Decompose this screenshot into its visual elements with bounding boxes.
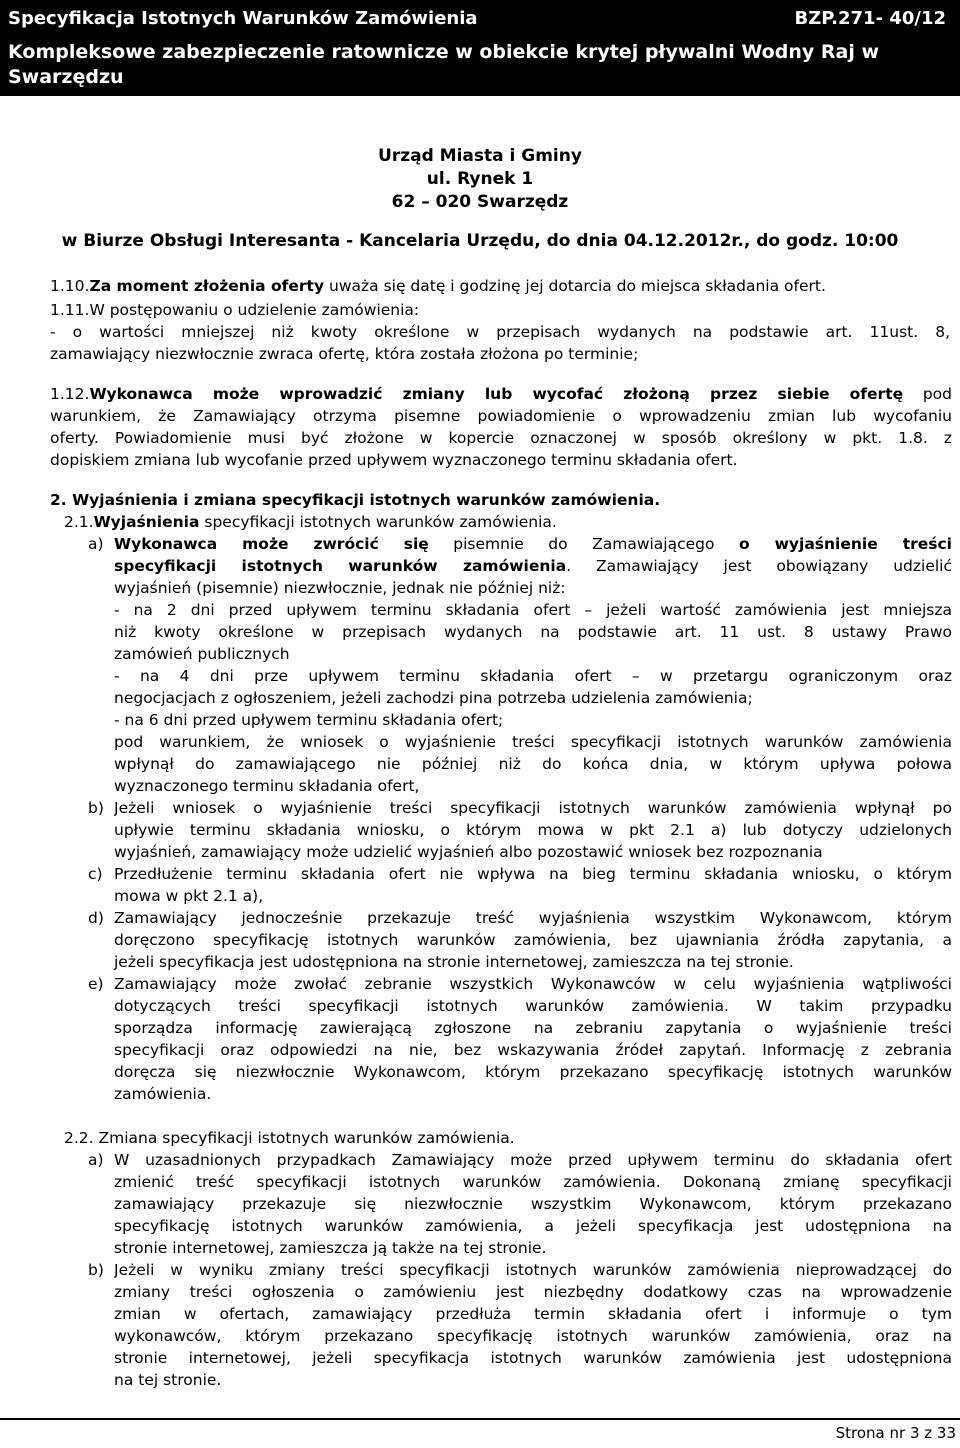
- section-text: specyfikacji istotnych warunków zamówienia.: [199, 513, 557, 531]
- item-c-line-2: mowa w pkt 2.1 a),: [114, 887, 264, 905]
- item-d-label: d): [88, 909, 104, 927]
- item-a-line-3: wyjaśnień (pisemnie) niezwłocznie, jednak nie później niż:: [114, 579, 566, 597]
- item-e-label: e): [88, 975, 104, 993]
- paragraph-1-11-line-1: 1.11.W postępowaniu o udzielenie zamówienia:: [50, 301, 420, 319]
- paragraph-1-12-line-3: oferty. Powiadomienie musi być złożone w kopercie oznaczonej w sposób określony w pkt. 1.8. z: [50, 429, 952, 447]
- item-d-line-1: Zamawiający jednocześnie przekazuje treść wyjaśnienia wszystkim Wykonawcom, którym: [114, 909, 952, 927]
- paragraph-text: uważa się datę i godzinę jej dotarcia do miejsca składania ofert.: [324, 277, 826, 295]
- section-2-2-heading: 2.2. Zmiana specyfikacji istotnych warunków zamówienia.: [64, 1129, 515, 1147]
- item-e-line-3: sporządza informację zawierającą zgłoszone na zebraniu zapytania o wyjaśnienie treści: [114, 1019, 952, 1037]
- item-c-line-1: Przedłużenie terminu składania ofert nie wpływa na bieg terminu składania wniosku, o którym: [114, 865, 952, 883]
- item-2-2-b-line-6: na tej stronie.: [114, 1371, 222, 1389]
- item-e-line-6: zamówienia.: [114, 1085, 212, 1103]
- item-c-label: c): [88, 865, 103, 883]
- paragraph-1-11-line-2: - o wartości mniejszej niż kwoty określone w przepisach wydanych na podstawie art. 11ust. 8,: [50, 323, 950, 341]
- section-number: 2.1.: [64, 513, 94, 531]
- item-a-line-11: wpłynął do zamawiającego nie później niż do końca dnia, w którym upływa połowa: [114, 755, 952, 773]
- item-2-2-b-line-2: zmiany treści ogłoszenia o zamówieniu jest niezbędny dodatkowy czas na wprowadzenie: [114, 1283, 952, 1301]
- item-2-2-a-line-1: W uzasadnionych przypadkach Zamawiający może przed upływem terminu do składania ofert: [114, 1151, 952, 1169]
- bold-phrase: Wykonawca może wprowadzić zmiany lub wycofać złożoną przez siebie ofertę: [89, 385, 904, 403]
- header-reference-code: BZP.271- 40/12: [794, 8, 946, 29]
- item-b-label: b): [88, 799, 104, 817]
- bold-phrase: specyfikacji istotnych warunków zamówienia: [114, 557, 567, 575]
- bold-phrase: Za moment złożenia oferty: [89, 277, 325, 295]
- page-number: Strona nr 3 z 33: [835, 1424, 956, 1442]
- item-a-line-9: - na 6 dni przed upływem terminu składania ofert;: [114, 711, 504, 729]
- section-2-heading: 2. Wyjaśnienia i zmiana specyfikacji istotnych warunków zamówienia.: [50, 491, 661, 509]
- item-a-line-2: [114, 556, 952, 576]
- bold-phrase: o wyjaśnienie treści: [738, 535, 952, 553]
- address-line-4: w Biurze Obsługi Interesanta - Kancelaria Urzędu, do dnia 04.12.2012r., do godz. 10:00: [61, 231, 899, 251]
- item-e-line-2: dotyczących treści specyfikacji istotnych warunków zamówienia. W takim przypadku: [114, 997, 952, 1015]
- item-a-line-10: pod warunkiem, że wniosek o wyjaśnienie treści specyfikacji istotnych warunków zamówienia: [114, 733, 952, 751]
- paragraph-1-11-line-3: zamawiający niezwłocznie zwraca ofertę, która została złożona po terminie;: [50, 345, 639, 363]
- item-text: . Zamawiający jest obowiązany udzielić: [566, 557, 952, 575]
- paragraph-text: pod: [903, 385, 952, 403]
- item-a-line-4: - na 2 dni przed upływem terminu składania ofert – jeżeli wartość zamówienia jest mniejsza: [114, 601, 952, 619]
- paragraph-1-12-line-1: [50, 384, 952, 404]
- item-a-line-1: [114, 534, 952, 554]
- item-2-2-a-line-4: specyfikację istotnych warunków zamówienia, a jeżeli specyfikacja jest udostępniona na: [114, 1217, 952, 1235]
- item-d-line-3: jeżeli specyfikacja jest udostępniona na stronie internetowej, zamieszcza na tej stronie.: [114, 953, 794, 971]
- item-a-line-7: - na 4 dni prze upływem terminu składania ofert – w przetargu ograniczonym oraz: [114, 667, 952, 685]
- item-e-line-5: doręcza się niezwłocznie Wykonawcom, którym przekazano specyfikację istotnych warunków: [114, 1063, 952, 1081]
- item-a-label: a): [88, 535, 104, 553]
- item-a-line-8: negocjacjach z ogłoszeniem, jeżeli zachodzi pina potrzeba udzielenia zamówienia;: [114, 689, 753, 707]
- item-a-line-12: wyznaczonego terminu składania ofert,: [114, 777, 420, 795]
- item-2-2-a-label: a): [88, 1151, 104, 1169]
- document-header: [0, 0, 960, 96]
- address-line-2: ul. Rynek 1: [426, 169, 534, 189]
- header-title: Specyfikacja Istotnych Warunków Zamówienia: [8, 8, 478, 29]
- footer-divider: [0, 1418, 960, 1420]
- item-b-line-3: wyjaśnień, zamawiający może udzielić wyjaśnień albo pozostawić wniosek bez rozpoznania: [114, 843, 823, 861]
- item-2-2-b-line-4: wykonawców, którym przekazano specyfikację istotnych warunków zamówienia, oraz na: [114, 1327, 952, 1345]
- item-2-2-b-line-5: stronie internetowej, jeżeli specyfikacja istotnych warunków zamówienia jest udostępniona: [114, 1349, 952, 1367]
- address-line-1: Urząd Miasta i Gminy: [378, 146, 582, 166]
- paragraph-number: 1.12.: [50, 385, 90, 403]
- item-e-line-1: Zamawiający może zwołać zebranie wszystkich Wykonawców w celu wyjaśnienia wątpliwości: [114, 975, 952, 993]
- item-a-line-6: zamówień publicznych: [114, 645, 290, 663]
- paragraph-1-10: [50, 276, 826, 296]
- item-b-line-1: Jeżeli wniosek o wyjaśnienie treści specyfikacji istotnych warunków zamówienia wpłynął po: [114, 799, 952, 817]
- item-b-line-2: upływie terminu składania wniosku, o którym mowa w pkt 2.1 a) lub dotyczy udzielonych: [114, 821, 952, 839]
- item-2-2-b-label: b): [88, 1261, 104, 1279]
- item-2-2-b-line-3: zmian w ofertach, zamawiający przedłuża termin składania ofert i informuje o tym: [114, 1305, 952, 1323]
- item-2-2-a-line-5: stronie internetowej, zamieszcza ją także na tej stronie.: [114, 1239, 547, 1257]
- bold-phrase: Wyjaśnienia: [93, 513, 200, 531]
- item-2-2-a-line-2: zmienić treść specyfikacji istotnych warunków zamówienia. Dokonaną zmianę specyfikacji: [114, 1173, 952, 1191]
- paragraph-1-12-line-4: dopiskiem zmiana lub wycofanie przed upływem wyznaczonego terminu składania ofert.: [50, 451, 738, 469]
- bold-phrase: Wykonawca może zwrócić się: [114, 535, 429, 553]
- section-2-1-heading: [64, 512, 557, 532]
- item-2-2-b-line-1: Jeżeli w wyniku zmiany treści specyfikacji istotnych warunków zamówienia nieprowadzącej do: [114, 1261, 952, 1279]
- item-a-line-5: niż kwoty określone w przepisach wydanych na podstawie art. 11 ust. 8 ustawy Prawo: [114, 623, 952, 641]
- address-line-3: 62 – 020 Swarzędz: [391, 192, 569, 212]
- item-d-line-2: doręczono specyfikację istotnych warunków zamówienia, bez ujawniania źródła zapytania, a: [114, 931, 952, 949]
- header-subtitle: Kompleksowe zabezpieczenie ratownicze w obiekcie krytej pływalni Wodny Raj w Swarzędzu: [8, 41, 879, 88]
- item-2-2-a-line-3: zamawiający przekazuje się niezwłocznie wszystkim Wykonawcom, którym przekazano: [114, 1195, 952, 1213]
- paragraph-number: 1.10.: [50, 277, 90, 295]
- paragraph-1-12-line-2: warunkiem, że Zamawiający otrzyma pisemne powiadomienie o wprowadzeniu zmian lub wycofaniu: [50, 407, 952, 425]
- item-e-line-4: specyfikacji oraz odpowiedzi na nie, bez wskazywania źródeł zapytań. Informację z zebrania: [114, 1041, 952, 1059]
- item-text: pisemnie do Zamawiającego: [428, 535, 739, 553]
